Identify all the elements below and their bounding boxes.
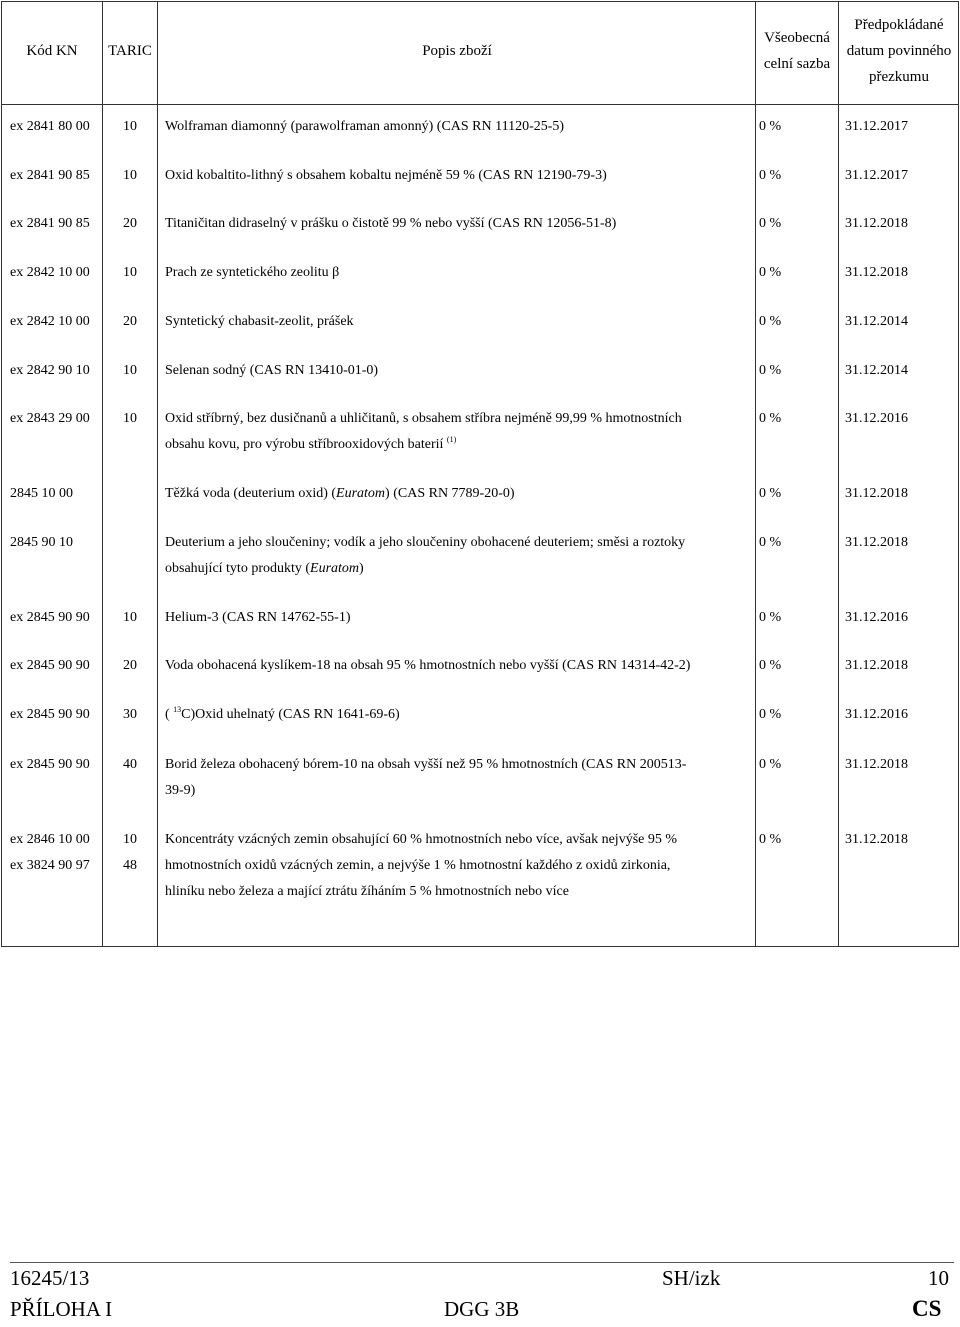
description-text: ) (CAS RN 7789-20-0) <box>385 486 515 501</box>
description-text: obsahující tyto produkty ( <box>165 561 311 576</box>
review-date: 31.12.2017 <box>845 168 908 183</box>
taric-code: 20 <box>123 658 137 673</box>
description-text: C)Oxid uhelnatý (CAS RN 1641-69-6) <box>181 707 400 722</box>
description-italic: Euratom <box>310 561 360 576</box>
review-date: 31.12.2014 <box>845 363 908 378</box>
annex-label: PŘÍLOHA I <box>10 1297 113 1321</box>
review-date: 31.12.2018 <box>845 658 908 673</box>
duty-rate: 0 % <box>759 535 782 550</box>
taric-code-line-1: 10 <box>123 832 137 847</box>
cn-code: ex 2841 90 85 <box>10 216 90 231</box>
duty-rate: 0 % <box>759 363 782 378</box>
duty-rate: 0 % <box>759 658 782 673</box>
review-date: 31.12.2016 <box>845 707 908 722</box>
description-text: ) <box>359 561 364 576</box>
duty-rate: 0 % <box>759 707 782 722</box>
description-line-1: Koncentráty vzácných zemin obsahující 60 % hmotnostních nebo více, avšak nejvýše 95 % <box>165 832 678 847</box>
goods-description: Selenan sodný (CAS RN 13410-01-0) <box>165 363 379 378</box>
description-text: Těžká voda (deuterium oxid) ( <box>165 486 337 501</box>
dgg-label: DGG 3B <box>444 1297 520 1321</box>
header-sazba-line1: Všeobecná <box>764 30 830 46</box>
goods-description <box>165 827 745 905</box>
tariff-table <box>1 1 959 947</box>
cn-code: 2845 90 10 <box>10 535 73 550</box>
cn-code: ex 2842 90 10 <box>10 363 90 378</box>
header-datum <box>839 12 959 90</box>
description-line-2: hmotnostních oxidů vzácných zemin, a nejvýše 1 % hmotnostní každého z oxidů zirkonia, <box>165 858 671 873</box>
taric-code: 40 <box>123 757 137 772</box>
duty-rate: 0 % <box>759 411 782 426</box>
cn-code: ex 2842 10 00 <box>10 314 90 329</box>
review-date: 31.12.2018 <box>845 757 908 772</box>
cn-code: ex 2842 10 00 <box>10 265 90 280</box>
taric-code: 10 <box>123 610 137 625</box>
header-sazba-line2: celní sazba <box>763 56 831 72</box>
description-line-2 <box>165 556 745 582</box>
review-date: 31.12.2016 <box>845 411 908 426</box>
cn-code: 2845 10 00 <box>10 486 73 501</box>
description-line-2 <box>165 432 745 458</box>
goods-description <box>165 530 745 582</box>
goods-description: Syntetický chabasit-zeolit, prášek <box>165 314 354 329</box>
duty-rate: 0 % <box>759 610 782 625</box>
taric-code <box>123 827 153 879</box>
col-divider <box>838 2 839 946</box>
review-date: 31.12.2014 <box>845 314 908 329</box>
cn-code: ex 2841 90 85 <box>10 168 90 183</box>
review-date: 31.12.2017 <box>845 119 908 134</box>
author-initials: SH/izk <box>662 1266 721 1290</box>
header-taric: TARIC <box>108 43 152 59</box>
cn-code: ex 2843 29 00 <box>10 411 90 426</box>
description-text: ( <box>165 707 170 722</box>
footer-rule <box>10 1262 954 1263</box>
header-datum-line1: Předpokládané <box>854 17 944 33</box>
review-date: 31.12.2016 <box>845 610 908 625</box>
review-date: 31.12.2018 <box>845 216 908 231</box>
col-divider <box>102 2 103 946</box>
taric-code: 20 <box>123 314 137 329</box>
duty-rate: 0 % <box>759 265 782 280</box>
taric-code: 10 <box>123 363 137 378</box>
language-code: CS <box>912 1296 942 1321</box>
header-sazba <box>756 25 838 77</box>
goods-description: Titaničitan didraselný v prášku o čistotě 99 % nebo vyšší (CAS RN 12056-51-8) <box>165 216 617 231</box>
duty-rate: 0 % <box>759 168 782 183</box>
cn-code-line-2: ex 3824 90 97 <box>10 858 90 873</box>
duty-rate: 0 % <box>759 216 782 231</box>
review-date: 31.12.2018 <box>845 832 908 847</box>
taric-code: 20 <box>123 216 137 231</box>
header-popis: Popis zboží <box>422 43 492 59</box>
cn-code: ex 2845 90 90 <box>10 707 90 722</box>
isotope-superscript: 13 <box>173 705 182 714</box>
taric-code: 10 <box>123 265 137 280</box>
taric-code: 10 <box>123 168 137 183</box>
goods-description: Oxid kobaltito-lithný s obsahem kobaltu nejméně 59 % (CAS RN 12190-79-3) <box>165 168 607 183</box>
goods-description: Prach ze syntetického zeolitu β <box>165 265 340 280</box>
duty-rate: 0 % <box>759 314 782 329</box>
cn-code-line-1: ex 2846 10 00 <box>10 832 90 847</box>
description-line-2: 39-9) <box>165 783 196 798</box>
taric-code-line-2: 48 <box>123 858 137 873</box>
header-datum-line3: přezkumu <box>869 69 929 85</box>
review-date: 31.12.2018 <box>845 486 908 501</box>
goods-description: Voda obohacená kyslíkem-18 na obsah 95 % hmotnostních nebo vyšší (CAS RN 14314-42-2) <box>165 658 691 673</box>
description-line-1: Borid železa obohacený bórem-10 na obsah vyšší než 95 % hmotnostních (CAS RN 200513- <box>165 757 687 772</box>
description-line-1: Oxid stříbrný, bez dusičnanů a uhličitanů, s obsahem stříbra nejméně 99,99 % hmotnostních <box>165 411 682 426</box>
description-italic: Euratom <box>336 486 386 501</box>
description-text: obsahu kovu, pro výrobu stříbrooxidových baterií <box>165 437 444 452</box>
description-line-3: hliníku nebo železa a mající ztrátu žíháním 5 % hmotnostních nebo více <box>165 884 569 899</box>
taric-code: 10 <box>123 119 137 134</box>
cn-code <box>10 827 102 879</box>
goods-description <box>165 481 745 507</box>
col-divider <box>755 2 756 946</box>
taric-code: 30 <box>123 707 137 722</box>
page-number: 10 <box>928 1266 949 1290</box>
header-kod-kn: Kód KN <box>26 43 78 59</box>
doc-number: 16245/13 <box>10 1266 90 1290</box>
goods-description <box>165 752 745 804</box>
cn-code: ex 2841 80 00 <box>10 119 90 134</box>
taric-code: 10 <box>123 411 137 426</box>
duty-rate: 0 % <box>759 832 782 847</box>
duty-rate: 0 % <box>759 119 782 134</box>
goods-description <box>165 702 745 728</box>
cn-code: ex 2845 90 90 <box>10 610 90 625</box>
col-divider <box>157 2 158 946</box>
footnote-ref: (1) <box>446 435 457 444</box>
header-datum-line2: datum povinného <box>846 43 952 59</box>
review-date: 31.12.2018 <box>845 265 908 280</box>
description-line-1: Deuterium a jeho sloučeniny; vodík a jeho sloučeniny obohacené deuteriem; směsi a roztoky <box>165 535 686 550</box>
header-divider <box>2 104 958 105</box>
cn-code: ex 2845 90 90 <box>10 757 90 772</box>
cn-code: ex 2845 90 90 <box>10 658 90 673</box>
duty-rate: 0 % <box>759 486 782 501</box>
review-date: 31.12.2018 <box>845 535 908 550</box>
duty-rate: 0 % <box>759 757 782 772</box>
goods-description <box>165 406 745 458</box>
goods-description: Helium-3 (CAS RN 14762-55-1) <box>165 610 351 625</box>
goods-description: Wolframan diamonný (parawolframan amonný) (CAS RN 11120-25-5) <box>165 119 565 134</box>
